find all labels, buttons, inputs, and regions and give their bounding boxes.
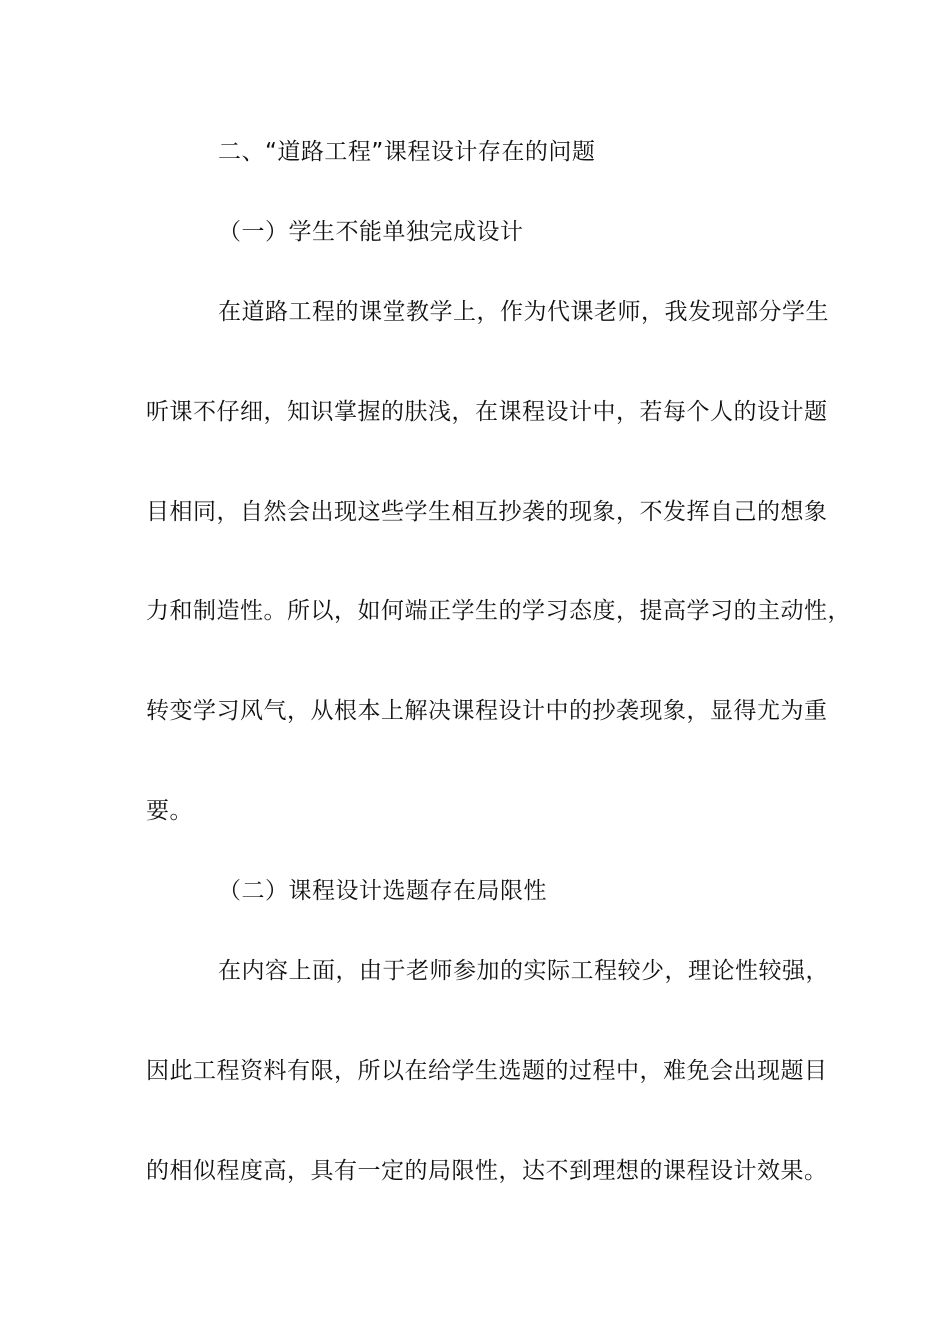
paragraph-1-line-4: 力和制造性。所以，如何端正学生的学习态度，提高学习的主动性， (146, 598, 851, 624)
paragraph-1-line-5: 转变学习风气，从根本上解决课程设计中的抄袭现象，显得尤为重 (146, 698, 828, 724)
paragraph-1-line-6: 要。 (146, 798, 193, 824)
subsection-title-2: （二）课程设计选题存在局限性 (218, 878, 547, 904)
paragraph-2-line-1: 在内容上面，由于老师参加的实际工程较少，理论性较强， (218, 958, 829, 984)
paragraph-1-line-2: 听课不仔细，知识掌握的肤浅，在课程设计中，若每个人的设计题 (146, 399, 828, 425)
paragraph-2-line-2: 因此工程资料有限，所以在给学生选题的过程中，难免会出现题目 (146, 1058, 828, 1084)
paragraph-1-line-1: 在道路工程的课堂教学上，作为代课老师，我发现部分学生 (218, 299, 829, 325)
subsection-title-1: （一）学生不能单独完成设计 (218, 219, 524, 245)
paragraph-2-line-3: 的相似程度高，具有一定的局限性，达不到理想的课程设计效果。 (146, 1158, 828, 1184)
paragraph-1-line-3: 目相同，自然会出现这些学生相互抄袭的现象，不发挥自己的想象 (146, 499, 828, 525)
section-heading: 二、“道路工程”课程设计存在的问题 (218, 139, 596, 165)
